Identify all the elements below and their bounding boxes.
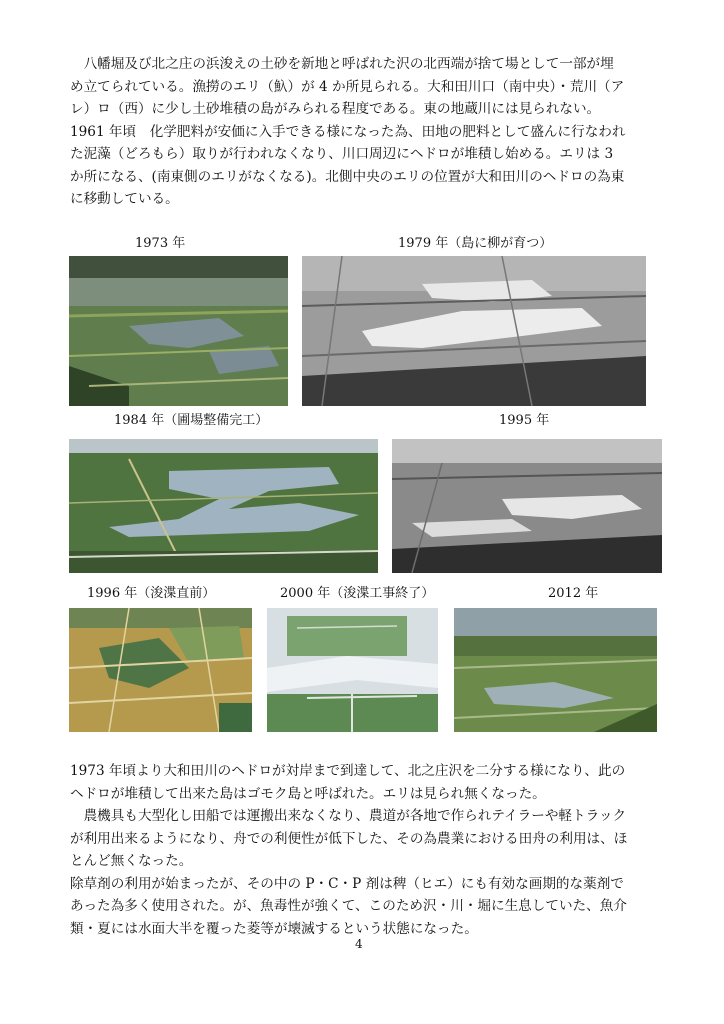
text-line: 除草剤の利用が始まったが、その中の P・C・P 剤は稗（ヒエ）にも有効な画期的な薬剤で <box>70 875 624 892</box>
photo-caption-2012: 2012 年 <box>548 586 599 601</box>
photo-caption-1995: 1995 年 <box>499 413 550 428</box>
aerial-photo-1973 <box>69 256 288 406</box>
text-line: 1973 年頃より大和田川のヘドロが対岸まで到達して、北之庄沢を二分する様になり、此の <box>70 763 626 779</box>
text-line: 1961 年頃 化学肥料が安価に入手できる様になった為、田地の肥料として盛んに行なわれ <box>70 123 626 140</box>
aerial-photo-1984 <box>69 439 378 573</box>
text-line: 類・夏には水面大半を覆った菱等が壊滅するという状態になった。 <box>70 920 478 937</box>
text-line: ヘドロが堆積して出来た島はゴモク島と呼ばれた。エリは見られ無くなった。 <box>70 785 546 802</box>
text-line: た泥藻（どろもら）取りが行われなくなり、川口周辺にヘドロが堆積し始める。エリは 3 <box>70 146 614 162</box>
text-line: か所になる、(南東側のエリがなくなる)。北側中央のエリの位置が大和田川のヘドロの為東 <box>70 168 625 185</box>
outro-paragraph <box>70 760 662 940</box>
aerial-photo-2000 <box>267 608 438 732</box>
photo-caption-1979: 1979 年（島に柳が育つ） <box>398 236 553 251</box>
aerial-photo-1979 <box>302 256 646 406</box>
text-line: 八幡堀及び北之庄の浜浚えの土砂を新地と呼ばれた沢の北西端が捨て場として一部が埋 <box>70 56 614 72</box>
aerial-photo-1996 <box>69 608 252 732</box>
photo-caption-2000: 2000 年（浚渫工事終了） <box>280 586 435 601</box>
text-line: に移動している。 <box>70 191 179 207</box>
text-line: め立てられている。漁撈のエリ（魞）が 4 か所見られる。大和田川口（南中央）・荒川（ア <box>70 78 625 95</box>
photo-caption-1996: 1996 年（浚渫直前） <box>87 586 216 601</box>
aerial-photo-1995 <box>392 439 662 573</box>
photo-caption-1973: 1973 年 <box>135 236 186 251</box>
aerial-photo-2012 <box>454 608 657 732</box>
intro-paragraph <box>70 53 662 211</box>
text-line: 農機具も大型化し田船では運搬出来なくなり、農道が各地で作られテイラーや軽トラック <box>70 808 627 824</box>
text-line: レ）ロ（西）に少し土砂堆積の島がみられる程度である。東の地蔵川には見られない。 <box>70 101 601 117</box>
text-line: が利用出来るようになり、舟での利便性が低下した、その為農業における田舟の利用は、ほ <box>70 830 628 847</box>
photo-caption-1984: 1984 年（圃場整備完工） <box>114 413 269 428</box>
text-line: とんど無くなった。 <box>70 853 193 869</box>
text-line: あった為多く使用された。が、魚毒性が強くて、このため沢・川・堀に生息していた、魚介 <box>70 898 627 914</box>
page-number: 4 <box>355 937 363 951</box>
